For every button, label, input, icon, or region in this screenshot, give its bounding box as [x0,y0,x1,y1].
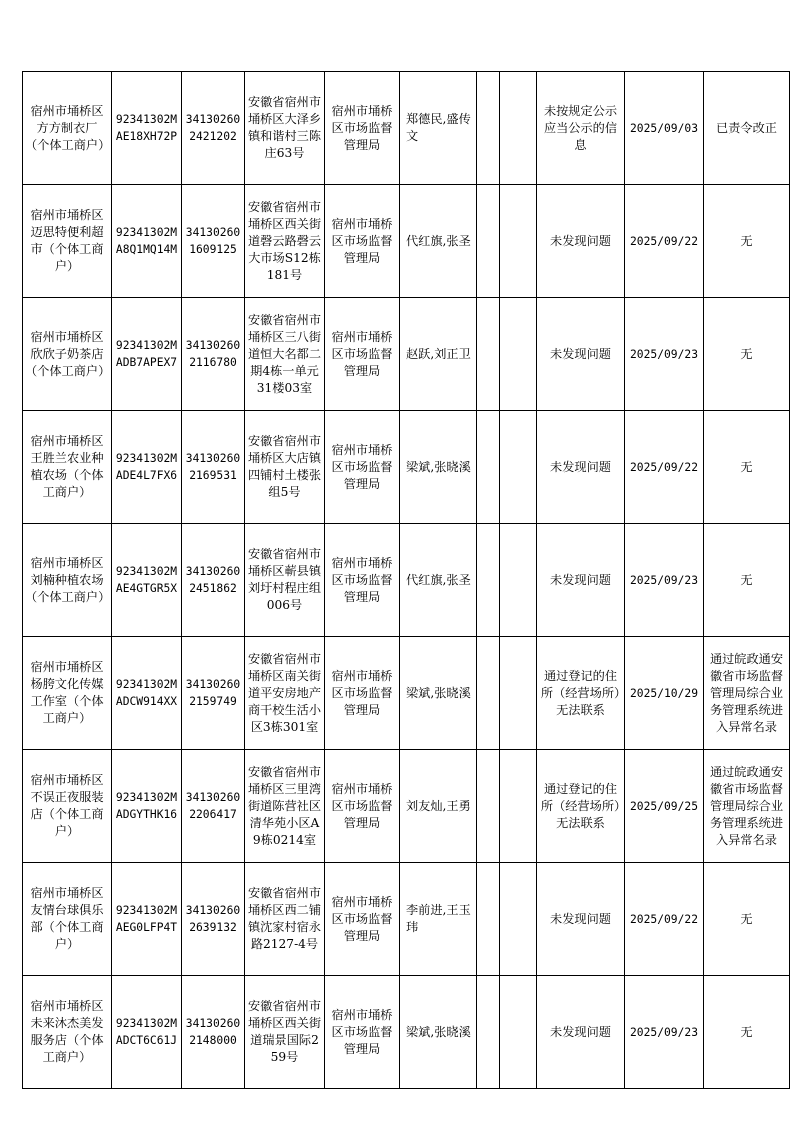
inspection-date-cell: 2025/09/23 [625,298,704,411]
handling-cell: 无 [704,976,790,1089]
address-cell: 安徽省宿州市埇桥区大店镇四铺村土楼张组5号 [245,411,325,524]
empty-cell [477,411,500,524]
credit-code-cell: 92341302MAEG0LFP4T [112,863,182,976]
registration-number-cell: 341302602159749 [182,637,245,750]
inspection-result-cell: 未发现问题 [537,298,625,411]
empty-cell [477,72,500,185]
authority-cell: 宿州市埇桥区市场监督管理局 [325,750,400,863]
inspectors-cell: 梁斌,张晓溪 [400,976,477,1089]
address-cell: 安徽省宿州市埇桥区大泽乡镇和谐村三陈庄63号 [245,72,325,185]
inspectors-cell: 代红旗,张圣 [400,524,477,637]
empty-cell [500,185,537,298]
inspection-result-cell: 未发现问题 [537,524,625,637]
business-name-cell: 宿州市埇桥区杨胯文化传媒工作室（个体工商户） [23,637,112,750]
table-row [23,637,790,750]
credit-code-cell: 92341302MA8Q1MQ14M [112,185,182,298]
empty-cell [477,637,500,750]
empty-cell [500,637,537,750]
table-row [23,524,790,637]
empty-cell [500,863,537,976]
address-cell: 安徽省宿州市埇桥区三里湾街道陈营社区清华苑小区A9栋0214室 [245,750,325,863]
inspection-result-cell: 未发现问题 [537,976,625,1089]
inspection-result-cell: 未发现问题 [537,411,625,524]
inspection-date-cell: 2025/09/22 [625,185,704,298]
inspectors-cell: 梁斌,张晓溪 [400,411,477,524]
business-name-cell: 宿州市埇桥区方方制衣厂（个体工商户） [23,72,112,185]
empty-cell [500,298,537,411]
authority-cell: 宿州市埇桥区市场监督管理局 [325,72,400,185]
business-name-cell: 宿州市埇桥区王胜兰农业种植农场（个体工商户） [23,411,112,524]
registration-number-cell: 341302602169531 [182,411,245,524]
inspectors-cell: 代红旗,张圣 [400,185,477,298]
authority-cell: 宿州市埇桥区市场监督管理局 [325,637,400,750]
inspectors-cell: 刘友灿,王勇 [400,750,477,863]
table-row [23,411,790,524]
handling-cell: 无 [704,298,790,411]
inspection-result-cell: 未按规定公示应当公示的信息 [537,72,625,185]
credit-code-cell: 92341302MAE18XH72P [112,72,182,185]
address-cell: 安徽省宿州市埇桥区西关街道瑞景国际259号 [245,976,325,1089]
handling-cell: 无 [704,411,790,524]
authority-cell: 宿州市埇桥区市场监督管理局 [325,185,400,298]
inspection-result-cell: 通过登记的住所（经营场所）无法联系 [537,637,625,750]
empty-cell [500,976,537,1089]
address-cell: 安徽省宿州市埇桥区西关街道磬云路磬云大市场S12栋181号 [245,185,325,298]
inspection-result-cell: 通过登记的住所（经营场所）无法联系 [537,750,625,863]
credit-code-cell: 92341302MADCT6C61J [112,976,182,1089]
handling-cell: 通过皖政通安徽省市场监督管理局综合业务管理系统进入异常名录 [704,750,790,863]
empty-cell [477,863,500,976]
handling-cell: 已责令改正 [704,72,790,185]
inspectors-cell: 郑德民,盛传文 [400,72,477,185]
empty-cell [500,411,537,524]
handling-cell: 无 [704,185,790,298]
authority-cell: 宿州市埇桥区市场监督管理局 [325,863,400,976]
empty-cell [500,524,537,637]
registration-number-cell: 341302602116780 [182,298,245,411]
table-row [23,72,790,185]
business-name-cell: 宿州市埇桥区不误正夜服装店（个体工商户） [23,750,112,863]
empty-cell [477,298,500,411]
empty-cell [500,750,537,863]
table-row [23,185,790,298]
inspection-date-cell: 2025/09/03 [625,72,704,185]
inspectors-cell: 梁斌,张晓溪 [400,637,477,750]
table-row [23,863,790,976]
empty-cell [477,524,500,637]
empty-cell [477,185,500,298]
inspection-date-cell: 2025/09/23 [625,524,704,637]
address-cell: 安徽省宿州市埇桥区蕲县镇刘圩村程庄组006号 [245,524,325,637]
handling-cell: 通过皖政通安徽省市场监督管理局综合业务管理系统进入异常名录 [704,637,790,750]
credit-code-cell: 92341302MADGYTHK16 [112,750,182,863]
empty-cell [477,750,500,863]
registration-number-cell: 341302602421202 [182,72,245,185]
business-name-cell: 宿州市埇桥区刘楠种植农场（个体工商户） [23,524,112,637]
table-row [23,298,790,411]
authority-cell: 宿州市埇桥区市场监督管理局 [325,524,400,637]
credit-code-cell: 92341302MADB7APEX7 [112,298,182,411]
business-name-cell: 宿州市埇桥区欣欣子奶茶店（个体工商户） [23,298,112,411]
inspection-results-table [22,71,790,1089]
inspection-result-cell: 未发现问题 [537,863,625,976]
authority-cell: 宿州市埇桥区市场监督管理局 [325,298,400,411]
registration-number-cell: 341302601609125 [182,185,245,298]
inspection-date-cell: 2025/09/22 [625,863,704,976]
business-name-cell: 宿州市埇桥区未来沐杰美发服务店（个体工商户） [23,976,112,1089]
empty-cell [477,976,500,1089]
handling-cell: 无 [704,863,790,976]
business-name-cell: 宿州市埇桥区迈思特便利超市（个体工商户） [23,185,112,298]
table-row [23,750,790,863]
inspection-date-cell: 2025/10/29 [625,637,704,750]
handling-cell: 无 [704,524,790,637]
credit-code-cell: 92341302MAE4GTGR5X [112,524,182,637]
registration-number-cell: 341302602639132 [182,863,245,976]
business-name-cell: 宿州市埇桥区友情台球俱乐部（个体工商户） [23,863,112,976]
authority-cell: 宿州市埇桥区市场监督管理局 [325,976,400,1089]
inspectors-cell: 赵跃,刘正卫 [400,298,477,411]
inspection-date-cell: 2025/09/23 [625,976,704,1089]
table-body [23,72,790,1089]
inspection-result-cell: 未发现问题 [537,185,625,298]
address-cell: 安徽省宿州市埇桥区西二铺镇沈家村宿永路2127-4号 [245,863,325,976]
registration-number-cell: 341302602206417 [182,750,245,863]
table-row [23,976,790,1089]
credit-code-cell: 92341302MADCW914XX [112,637,182,750]
address-cell: 安徽省宿州市埇桥区南关街道平安房地产商干校生活小区3栋301室 [245,637,325,750]
inspection-date-cell: 2025/09/25 [625,750,704,863]
inspection-date-cell: 2025/09/22 [625,411,704,524]
authority-cell: 宿州市埇桥区市场监督管理局 [325,411,400,524]
inspectors-cell: 李前进,王玉玮 [400,863,477,976]
credit-code-cell: 92341302MADE4L7FX6 [112,411,182,524]
empty-cell [500,72,537,185]
registration-number-cell: 341302602451862 [182,524,245,637]
address-cell: 安徽省宿州市埇桥区三八街道恒大名都二期4栋一单元31楼03室 [245,298,325,411]
registration-number-cell: 341302602148000 [182,976,245,1089]
